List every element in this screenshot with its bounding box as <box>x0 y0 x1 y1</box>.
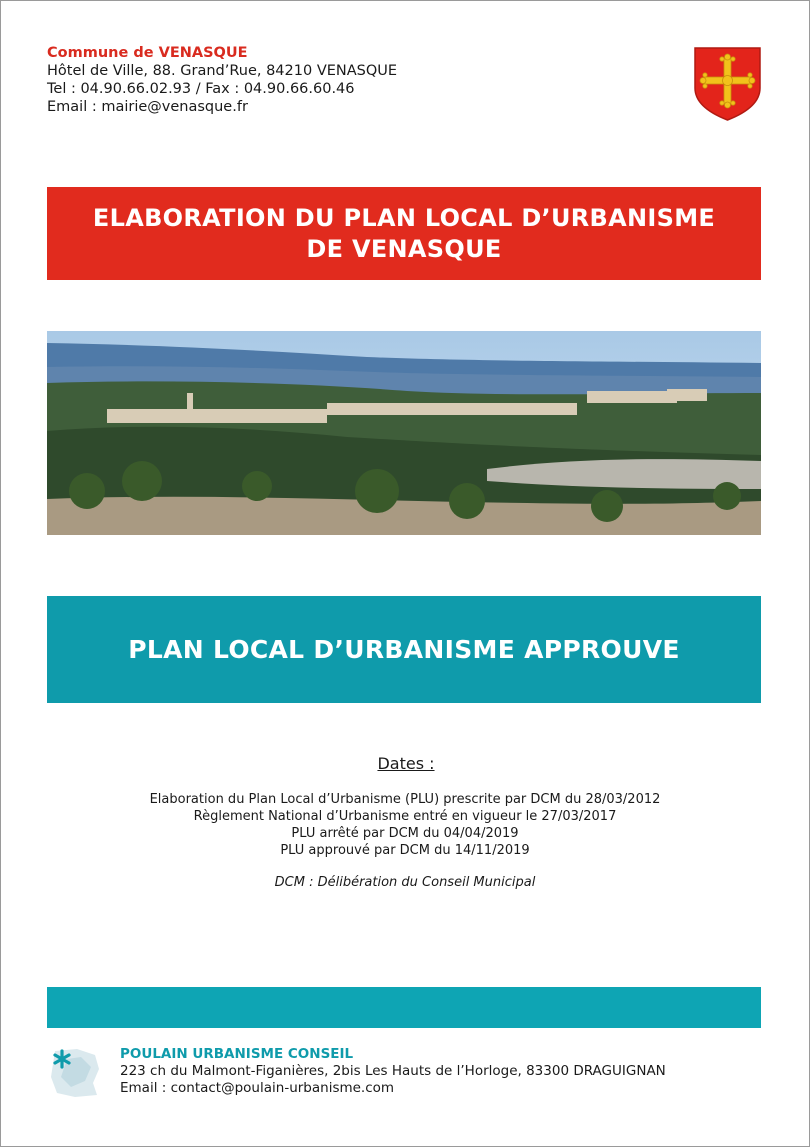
date-line: PLU approuvé par DCM du 14/11/2019 <box>280 843 530 858</box>
date-line: PLU arrêté par DCM du 04/04/2019 <box>291 826 519 841</box>
occitan-cross-crest-icon <box>693 46 762 121</box>
commune-address: Hôtel de Ville, 88. Grand’Rue, 84210 VENASQUE <box>47 63 398 79</box>
date-line: Elaboration du Plan Local d’Urbanisme (PLU) prescrite par DCM du 28/03/2012 <box>149 792 661 807</box>
footer-contact <box>120 1046 666 1097</box>
commune-name: Commune de VENASQUE <box>47 45 248 61</box>
dates-section <box>0 754 810 890</box>
company-name: POULAIN URBANISME CONSEIL <box>120 1046 354 1062</box>
commune-phone: Tel : 04.90.66.02.93 / Fax : 04.90.66.60.46 <box>47 81 355 97</box>
company-address: 223 ch du Malmont-Figanières, 2bis Les Hauts de l’Horloge, 83300 DRAGUIGNAN <box>120 1063 666 1079</box>
footer-bar <box>47 987 761 1028</box>
title-banner <box>47 187 761 280</box>
status-banner: PLAN LOCAL D’URBANISME APPROUVE <box>47 596 761 703</box>
village-landscape-photo <box>47 331 761 535</box>
dates-heading: Dates : <box>377 754 435 773</box>
date-line: Règlement National d’Urbanisme entré en vigueur le 27/03/2017 <box>193 809 617 824</box>
dates-list <box>0 791 810 859</box>
title-line-2: DE VENASQUE <box>306 234 502 263</box>
dcm-note: DCM : Délibération du Conseil Municipal <box>274 875 536 890</box>
header-block <box>47 44 397 116</box>
commune-email: Email : mairie@venasque.fr <box>47 99 248 115</box>
company-email: Email : contact@poulain-urbanisme.com <box>120 1080 395 1096</box>
asterisk-map-logo-icon <box>47 1047 102 1099</box>
title-line-1: ELABORATION DU PLAN LOCAL D’URBANISME <box>92 203 716 232</box>
